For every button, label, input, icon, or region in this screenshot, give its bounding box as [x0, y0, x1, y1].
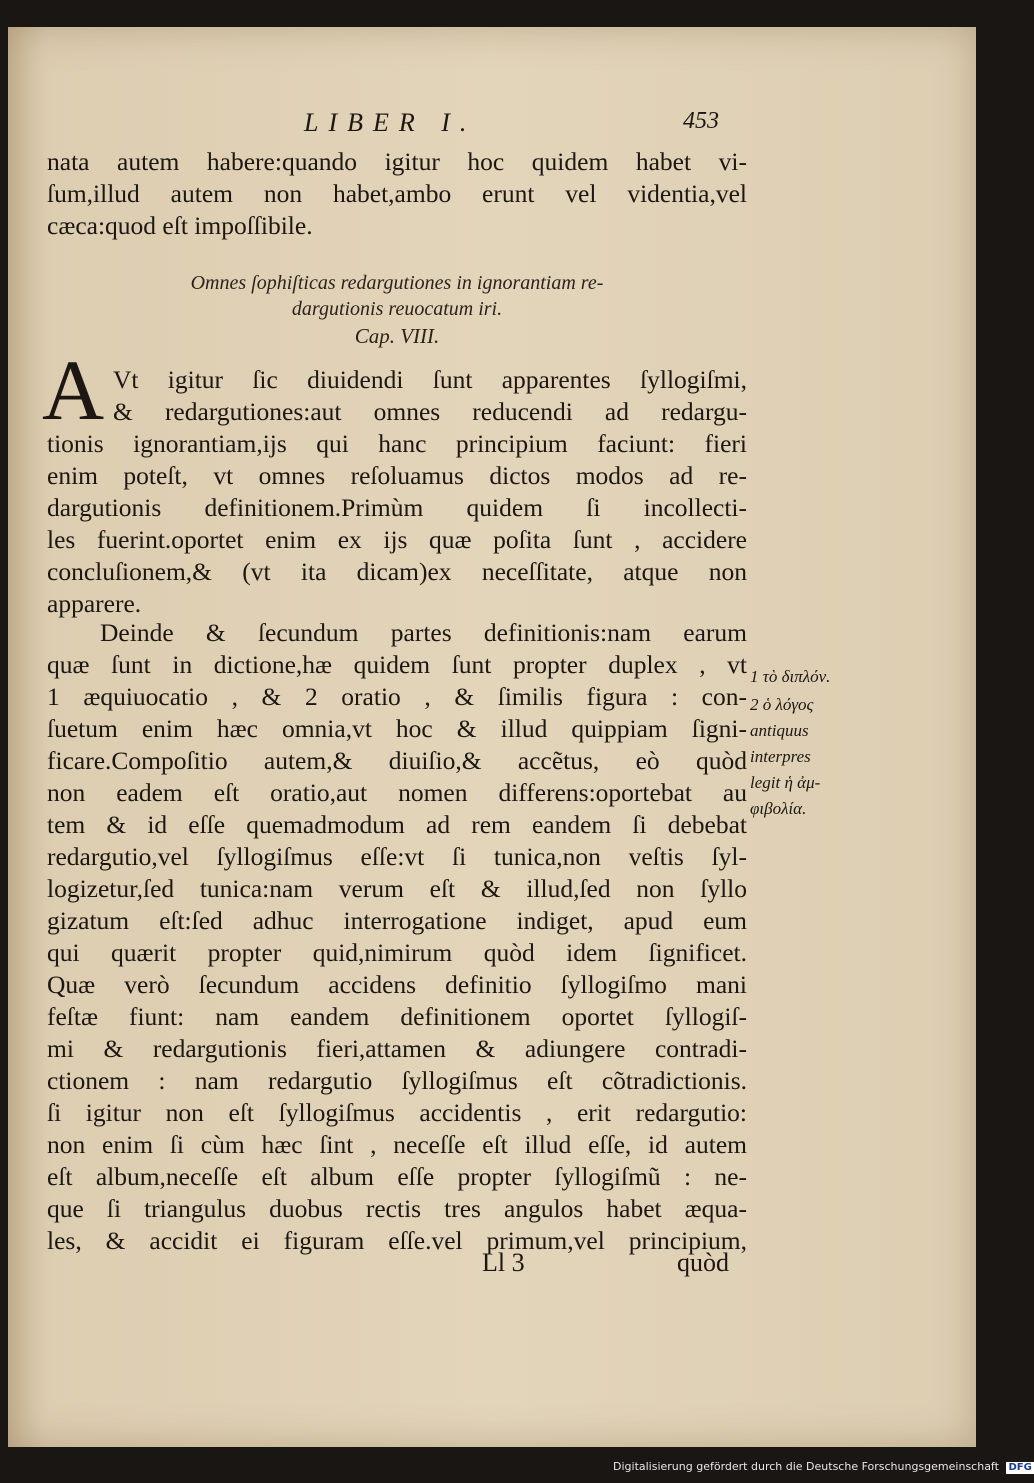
text-line: les fuerint.oportet enim ex ijs quæ poſita ſunt , accidere: [47, 525, 747, 554]
digitization-credit-text: Digitalisierung gefördert durch die Deutsche Forschungsgemeinschaft: [613, 1460, 999, 1473]
dfg-logo: DFG: [1008, 1462, 1032, 1473]
text-line: Vt igitur ſic diuidendi ſunt apparentes ſyllogiſmi,: [113, 365, 747, 394]
text-line: Deinde & ſecundum partes definitionis:nam earum: [100, 618, 747, 647]
text-line: ſum,illud autem non habet,ambo erunt vel videntia,vel: [47, 179, 747, 208]
text-line: ſuetum enim hæc omnia,vt hoc & illud quippiam ſigni-: [47, 714, 747, 743]
page-number: 453: [683, 108, 719, 134]
marginal-note: interpres: [750, 747, 811, 766]
text-line: 1 æquiuocatio , & 2 oratio , & ſimilis figura : con-: [47, 682, 747, 711]
chapter-title-line: Omnes ſophiſticas redargutiones in ignorantiam re-: [190, 272, 604, 294]
drop-cap: A: [42, 342, 105, 438]
marginal-note: 2 ὁ λόγος: [750, 695, 814, 714]
text-line: tem & id eſſe quemadmodum ad rem eandem ſi debebat: [47, 810, 747, 839]
catchword: quòd: [677, 1248, 729, 1277]
text-line: ficare.Compoſitio autem,& diuiſio,& accẽtus, eò quòd: [47, 746, 747, 775]
text-line: logizetur,ſed tunica:nam verum eſt & illud,ſed non ſyllo: [47, 874, 747, 903]
text-line: eſt album,neceſſe eſt album eſſe propter ſyllogiſmũ : ne-: [47, 1162, 747, 1191]
text-line: quæ ſunt in dictione,hæ quidem ſunt propter duplex , vt: [47, 650, 747, 679]
text-line: mi & redargutionis fieri,attamen & adiungere contradi-: [47, 1034, 747, 1063]
marginal-note: antiquus: [750, 721, 809, 740]
text-line: que ſi triangulus duobus rectis tres angulos habet æqua-: [47, 1194, 747, 1223]
text-line: tionis ignorantiam,ijs qui hanc principium faciunt: fieri: [47, 429, 747, 458]
marginal-note: 1 τὸ διπλόν.: [750, 667, 831, 686]
text-line: dargutionis definitionem.Primùm quidem ſi incollecti-: [47, 493, 747, 522]
text-line: Quæ verò ſecundum accidens definitio ſyllogiſmo mani: [47, 970, 747, 999]
marginal-note: legit ἡ ἀμ-: [750, 773, 821, 792]
text-line: feſtæ fiunt: nam eandem definitionem oportet ſyllogiſ-: [47, 1002, 747, 1031]
text-line: & redargutiones:aut omnes reducendi ad redargu-: [113, 397, 747, 426]
marginal-note: φιβολία.: [750, 799, 807, 818]
text-line: nata autem habere:quando igitur hoc quidem habet vi-: [47, 147, 747, 176]
text-line: ſi igitur non eſt ſyllogiſmus accidentis , erit redargutio:: [47, 1098, 747, 1127]
text-line: non enim ſi cùm hæc ſint , neceſſe eſt illud eſſe, id autem: [47, 1130, 747, 1159]
text-line: redargutio,vel ſyllogiſmus eſſe:vt ſi tunica,non veſtis ſyl-: [47, 842, 747, 871]
signature-mark: Ll 3: [482, 1248, 525, 1277]
text-line: enim poteſt, vt omnes reſoluamus dictos modos ad re-: [47, 461, 747, 490]
digitization-credit: [613, 1460, 1034, 1474]
text-line: cæca:quod eſt impoſſibile.: [47, 211, 313, 240]
text-line: concluſionem,& (vt ita dicam)ex neceſſitate, atque non: [47, 557, 747, 586]
running-title: LIBER I.: [304, 108, 477, 137]
text-line: non eadem eſt oratio,aut nomen differens:oportebat au: [47, 778, 747, 807]
text-line: apparere.: [47, 589, 142, 618]
text-line: ctionem : nam redargutio ſyllogiſmus eſt cõtradictionis.: [47, 1066, 747, 1095]
chapter-title-line: dargutionis reuocatum iri.: [291, 298, 503, 320]
text-line: qui quærit propter quid,nimirum quòd idem ſignificet.: [47, 938, 747, 967]
text-line: gizatum eſt:ſed adhuc interrogatione indiget, apud eum: [47, 906, 747, 935]
text-line: les, & accidit ei figuram eſſe.vel primum,vel principium,: [47, 1226, 747, 1255]
chapter-number: Cap. VIII.: [354, 324, 440, 348]
